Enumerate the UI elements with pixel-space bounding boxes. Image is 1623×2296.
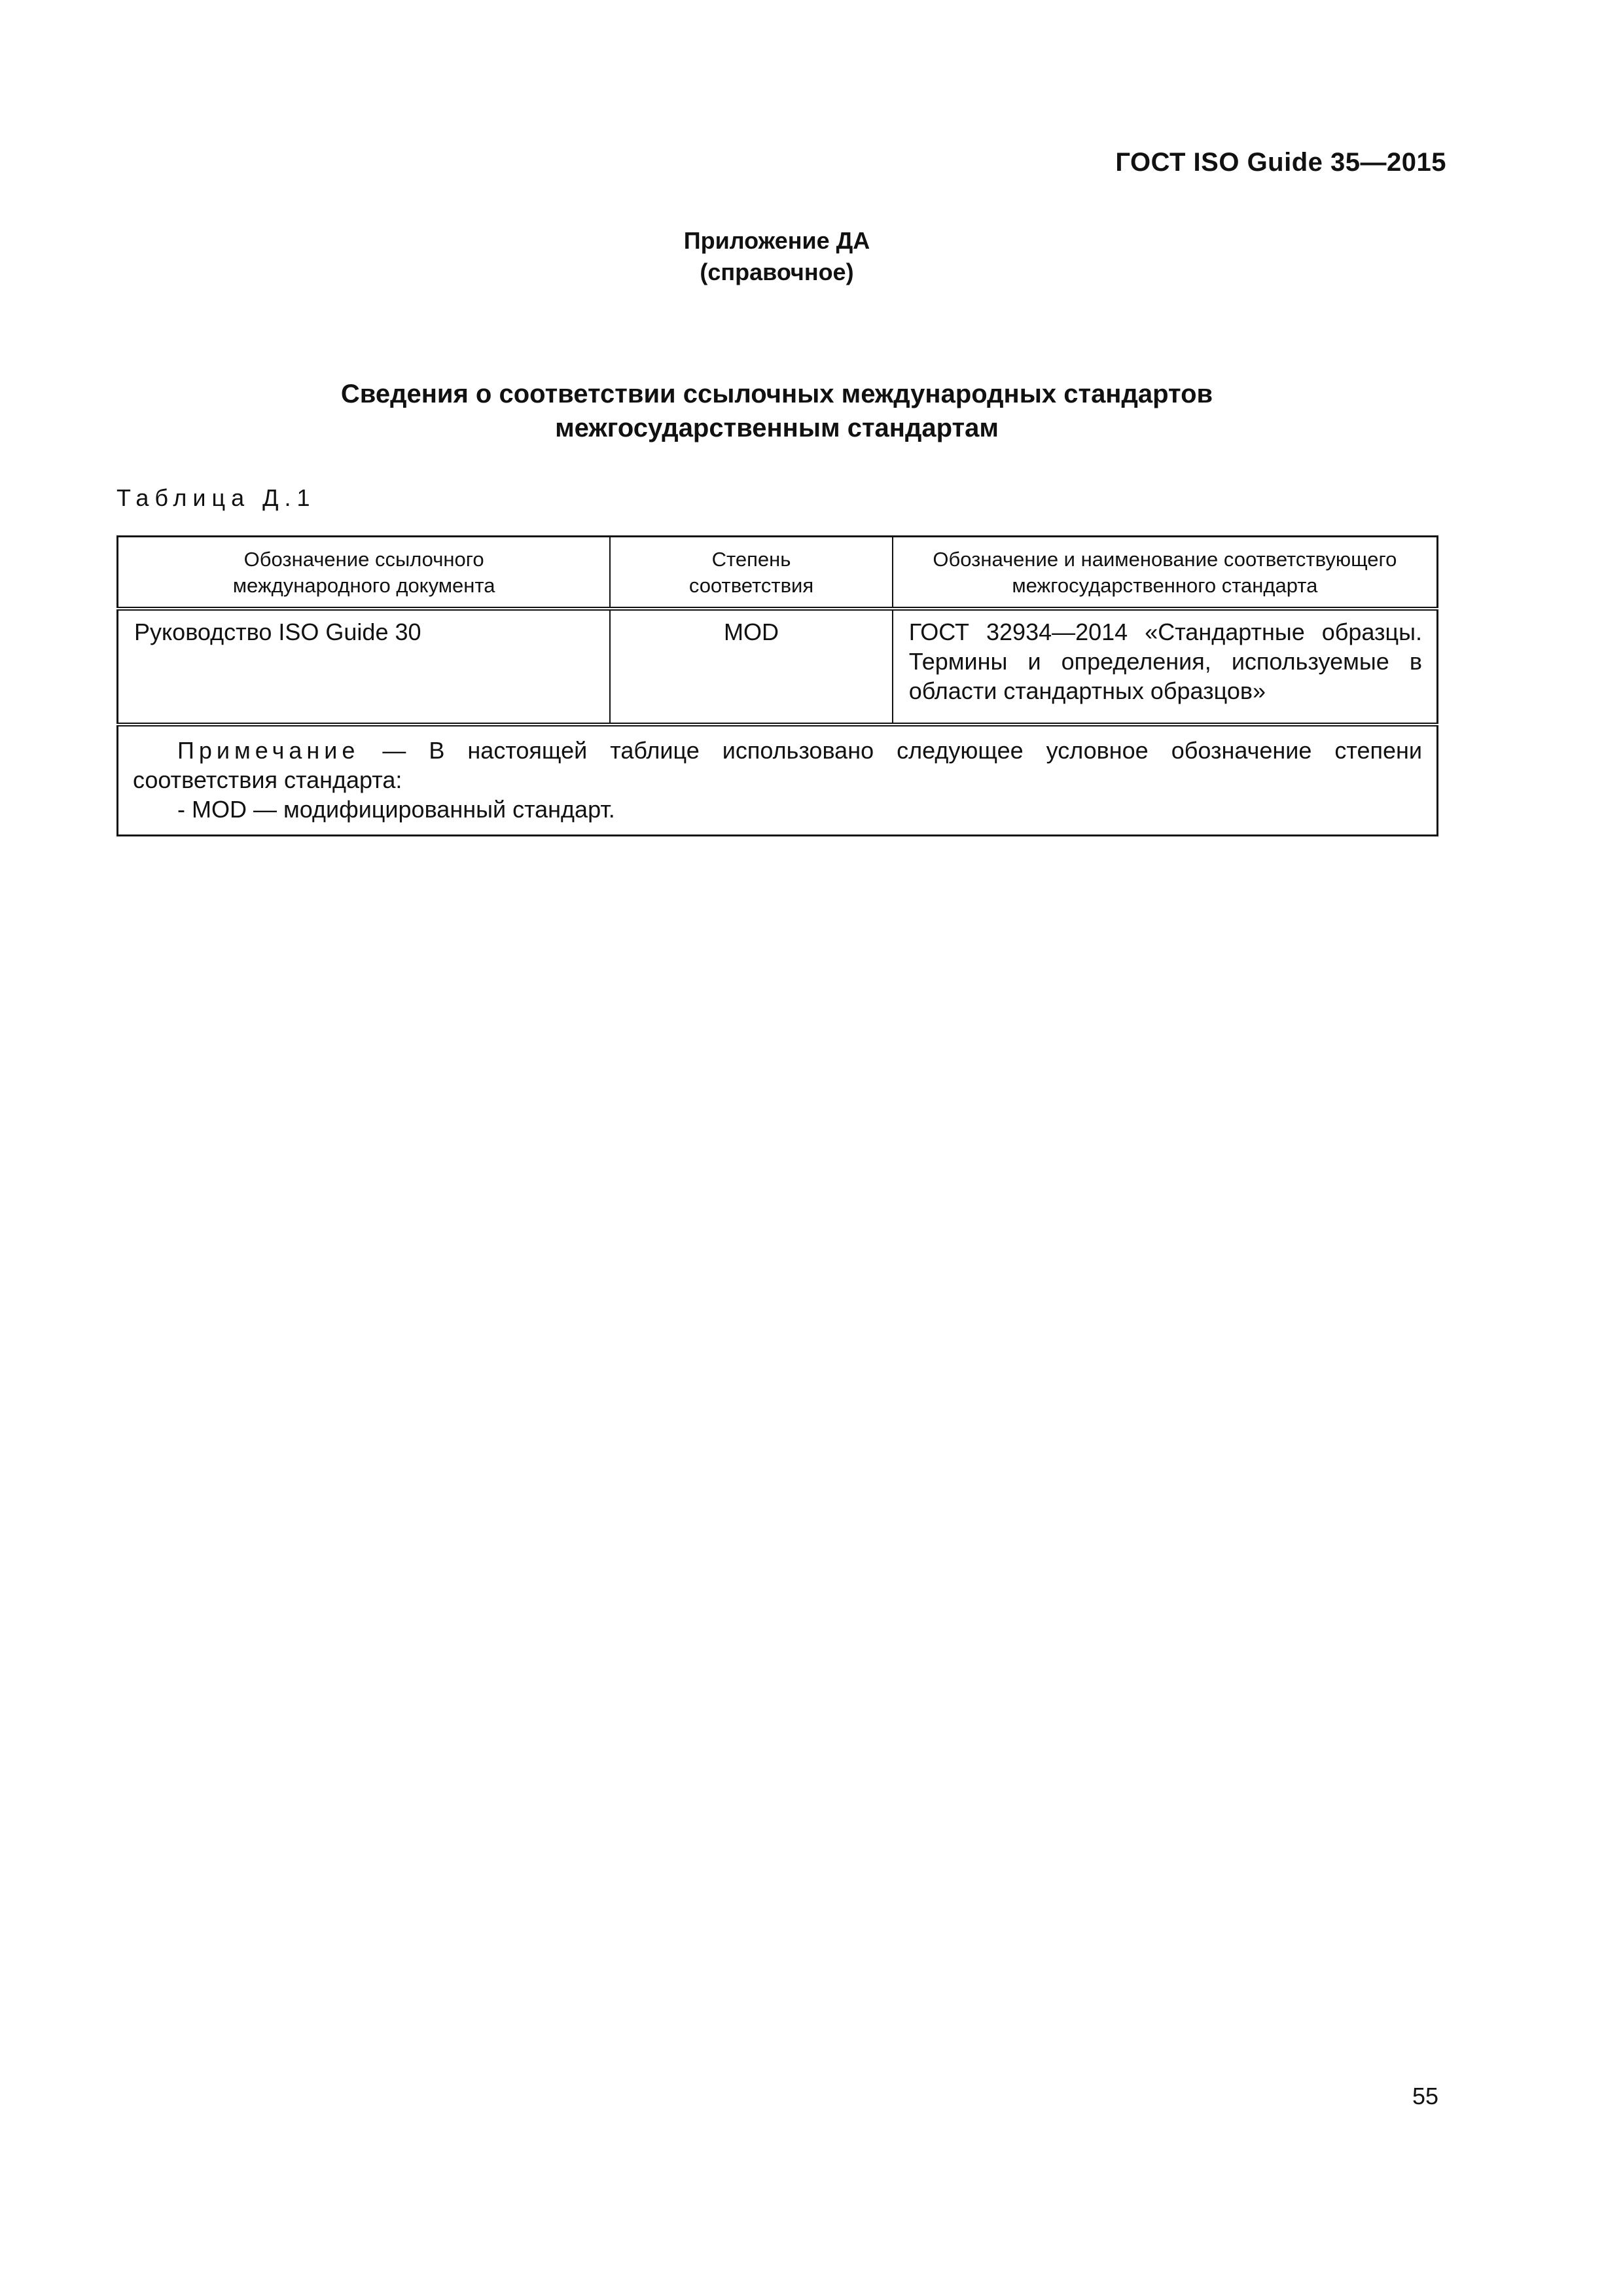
column-header-line: Степень — [711, 548, 791, 571]
table-header-row — [118, 537, 1438, 609]
table-caption: Таблица Д.1 — [116, 484, 316, 511]
document-code: ГОСТ ISO Guide 35—2015 — [1115, 148, 1446, 177]
column-header-line: соответствия — [688, 574, 814, 597]
column-header-line: Обозначение и наименование соответствующего — [933, 548, 1397, 571]
heading-line-1: Сведения о соответствии ссылочных международных стандартов — [340, 380, 1213, 408]
table-row — [118, 609, 1438, 725]
correspondence-table-wrapper — [116, 535, 1438, 836]
column-header-standard — [893, 537, 1438, 609]
column-header-reference — [118, 537, 611, 609]
section-heading — [0, 377, 1554, 445]
note-item: - MOD — модифицированный стандарт. — [177, 796, 615, 823]
heading-line-2: межгосударственным стандартам — [555, 414, 999, 442]
note-paragraph — [133, 736, 1422, 795]
note-text: — В настоящей таблице использовано следующее условное обозначение степени соответствия стандарта: — [133, 737, 1422, 793]
column-header-line: Обозначение ссылочного — [243, 548, 484, 571]
annex-type: (справочное) — [700, 259, 854, 285]
correspondence-table — [116, 535, 1438, 836]
column-header-line: международного документа — [232, 574, 495, 597]
table-note-row — [118, 725, 1438, 836]
page-number: 55 — [1412, 2083, 1438, 2109]
table-note — [118, 725, 1438, 836]
cell-degree: MOD — [610, 609, 892, 725]
annex-block — [0, 225, 1554, 288]
column-header-degree — [610, 537, 892, 609]
annex-title: Приложение ДА — [683, 227, 870, 254]
note-label: Примечание — [177, 737, 360, 764]
cell-standard: ГОСТ 32934—2014 «Стандартные образцы. Термины и определения, используемые в области стандартных образцов» — [893, 609, 1438, 725]
column-header-line: межгосударственного стандарта — [1012, 574, 1318, 597]
cell-reference: Руководство ISO Guide 30 — [118, 609, 611, 725]
